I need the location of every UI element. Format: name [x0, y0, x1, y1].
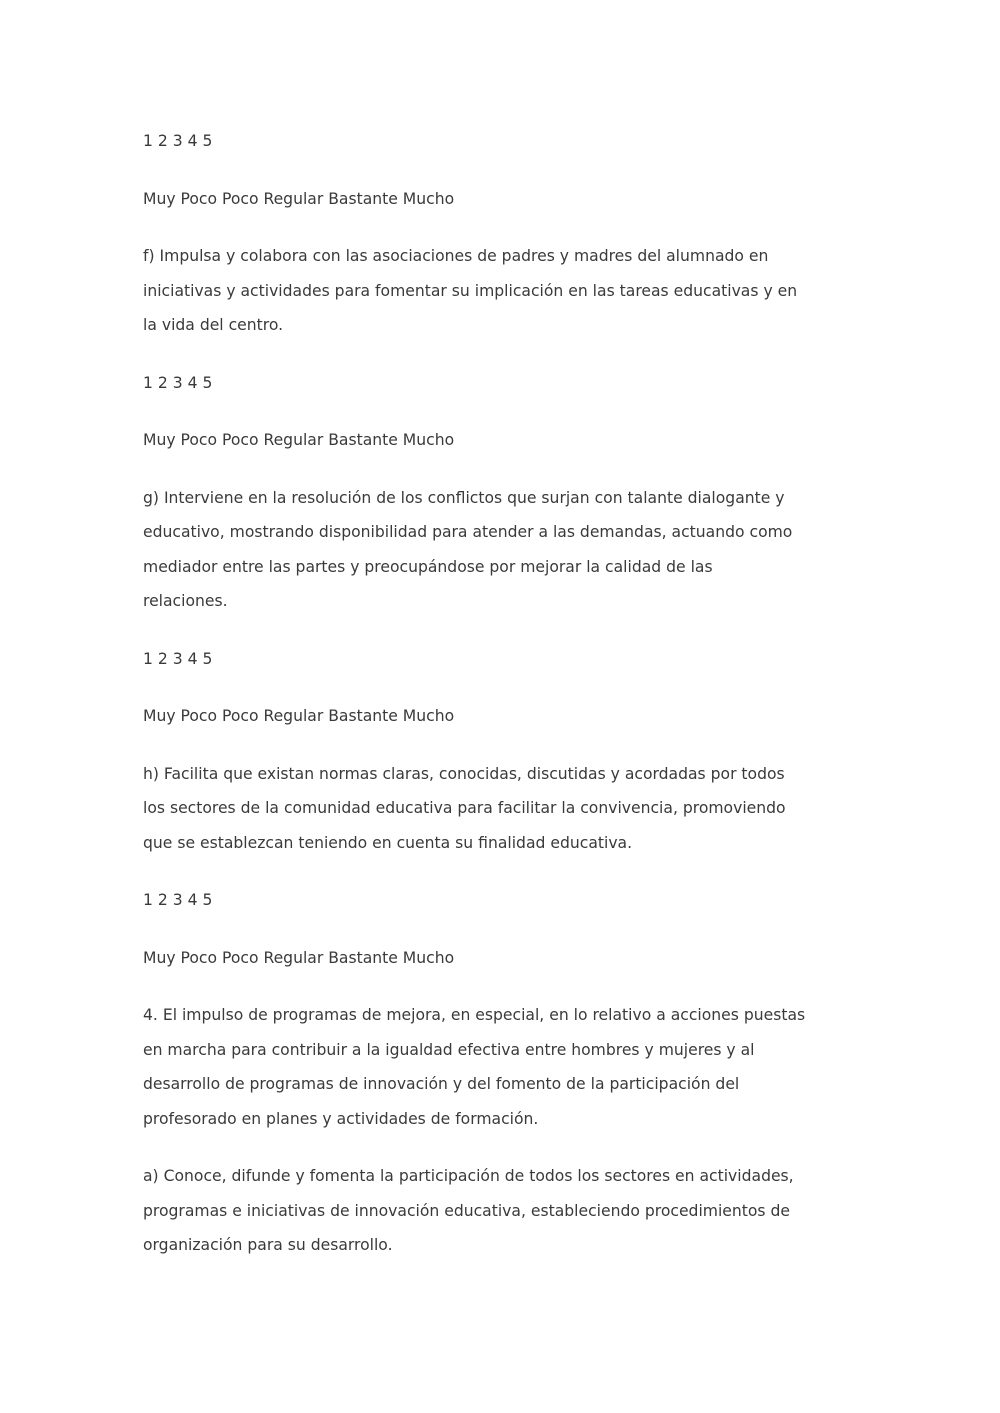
criterion-item [143, 481, 923, 619]
criterion-item [143, 1159, 923, 1263]
text-line: h) Facilita que existan normas claras, conocidas, discutidas y acordadas por todos [143, 764, 785, 783]
text-line: la vida del centro. [143, 316, 284, 334]
text-line: mediador entre las partes y preocupándose por mejorar la calidad de las [143, 557, 713, 576]
rating-scale-numbers [143, 124, 923, 159]
rating-scale-numbers [143, 642, 923, 677]
text-line: 1 2 3 4 5 [143, 373, 213, 392]
rating-scale-labels [143, 423, 923, 458]
criterion-item [143, 239, 923, 343]
text-line: profesorado en planes y actividades de formación. [143, 1109, 539, 1128]
text-line: 1 2 3 4 5 [143, 891, 213, 909]
text-line: g) Interviene en la resolución de los conflictos que surjan con talante dialogante y [143, 488, 785, 507]
text-line: Muy Poco Poco Regular Bastante Mucho [143, 431, 455, 449]
text-line: 1 2 3 4 5 [143, 649, 213, 668]
text-line: 1 2 3 4 5 [143, 132, 213, 150]
text-line: Muy Poco Poco Regular Bastante Mucho [143, 948, 455, 967]
rating-scale-labels [143, 699, 923, 734]
text-line: iniciativas y actividades para fomentar su implicación en las tareas educativas y en [143, 281, 798, 300]
text-line: que se establezcan teniendo en cuenta su finalidad educativa. [143, 833, 633, 852]
document-page [143, 124, 923, 1286]
rating-scale-labels [143, 941, 923, 976]
text-line: a) Conoce, difunde y fomenta la participación de todos los sectores en actividades, [143, 1167, 794, 1185]
text-line: los sectores de la comunidad educativa para facilitar la convivencia, promoviendo [143, 799, 786, 817]
text-line: educativo, mostrando disponibilidad para atender a las demandas, actuando como [143, 523, 793, 541]
text-line: organización para su desarrollo. [143, 1236, 393, 1254]
text-line: 4. El impulso de programas de mejora, en especial, en lo relativo a acciones puestas [143, 1006, 806, 1024]
section-heading [143, 998, 923, 1136]
rating-scale-labels [143, 182, 923, 217]
text-line: relaciones. [143, 592, 228, 610]
text-line: desarrollo de programas de innovación y del fomento de la participación del [143, 1075, 740, 1093]
text-line: en marcha para contribuir a la igualdad efectiva entre hombres y mujeres y al [143, 1040, 755, 1059]
criterion-item [143, 757, 923, 861]
text-line: Muy Poco Poco Regular Bastante Mucho [143, 707, 455, 725]
text-line: programas e iniciativas de innovación educativa, estableciendo procedimientos de [143, 1201, 791, 1220]
rating-scale-numbers [143, 366, 923, 401]
text-line: Muy Poco Poco Regular Bastante Mucho [143, 189, 455, 208]
text-line: f) Impulsa y colabora con las asociaciones de padres y madres del alumnado en [143, 247, 769, 265]
rating-scale-numbers [143, 883, 923, 918]
